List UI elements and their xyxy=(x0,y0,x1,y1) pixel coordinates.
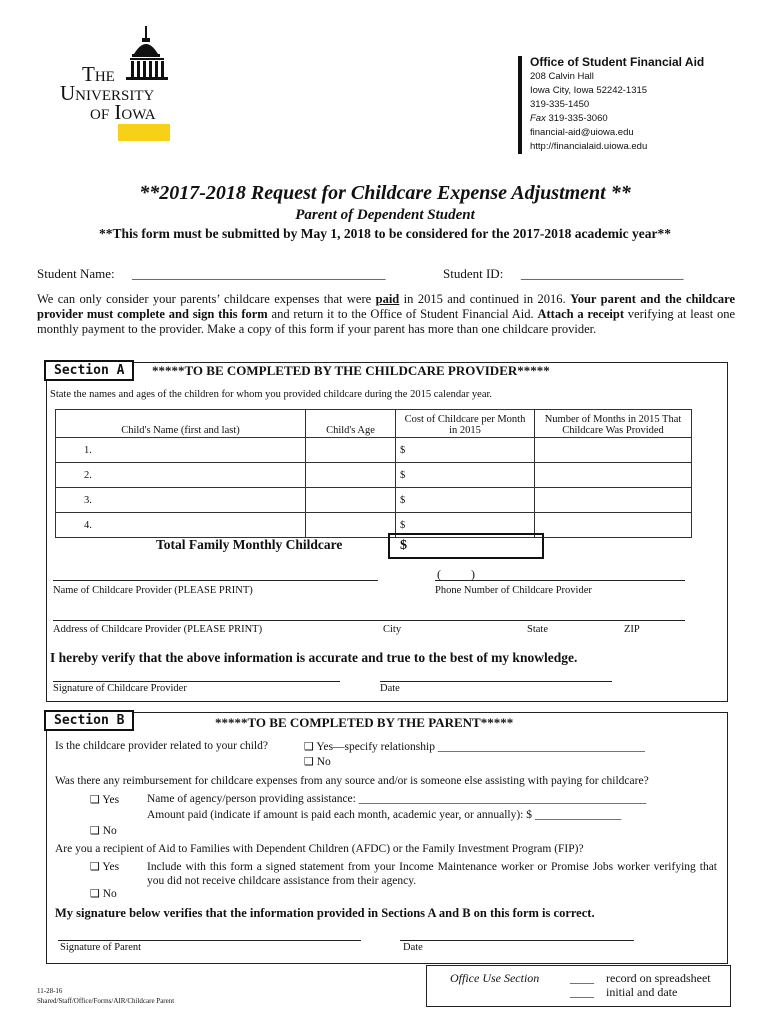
table-row xyxy=(56,488,692,513)
section-b-label: Section B xyxy=(44,710,134,731)
q2-yes-label: Yes xyxy=(102,794,120,806)
q3-no-option[interactable] xyxy=(90,887,117,900)
parent-date-line[interactable] xyxy=(400,940,634,941)
student-id-label: Student ID: xyxy=(443,266,504,281)
fax-label: Fax xyxy=(530,113,546,124)
q1-no-label: No xyxy=(316,756,331,768)
office-address-2: Iowa City, Iowa 52242-1315 xyxy=(530,85,648,96)
total-dollar: $ xyxy=(400,538,407,553)
city-label: City xyxy=(383,624,402,635)
intro-bold-2: Attach a receipt xyxy=(537,307,624,321)
row-2-months[interactable] xyxy=(535,463,692,488)
state-label: State xyxy=(527,624,548,635)
zip-label: ZIP xyxy=(624,624,640,635)
q3-yes-checkbox[interactable]: ❑ xyxy=(90,860,100,873)
row-4-months[interactable] xyxy=(535,513,692,538)
row-3-months[interactable] xyxy=(535,488,692,513)
footer-path: Shared/Staff/Office/Forms/AIR/Childcare Parent xyxy=(37,997,175,1005)
row-1-cost[interactable] xyxy=(396,438,535,463)
row-1-months[interactable] xyxy=(535,438,692,463)
q2-yes-option[interactable] xyxy=(90,793,119,806)
provider-phone-line[interactable] xyxy=(435,580,685,581)
address-label: Address of Childcare Provider (PLEASE PRINT) xyxy=(53,624,263,635)
section-a-instruction: State the names and ages of the children for whom you provided childcare during the 2015 calendar year. xyxy=(50,389,493,400)
form-subtitle: Parent of Dependent Student xyxy=(295,207,475,223)
provider-signature-line[interactable] xyxy=(53,681,340,682)
table-row xyxy=(56,513,692,538)
student-id-field[interactable]: _________________________ xyxy=(521,266,684,281)
section-b-heading: *****TO BE COMPLETED BY THE PARENT***** xyxy=(215,715,514,730)
q1-yes-checkbox[interactable]: ❑ xyxy=(304,740,314,753)
logo-line-2: University xyxy=(60,81,155,105)
q3-no-label: No xyxy=(102,888,117,900)
row-4-name[interactable] xyxy=(56,513,306,538)
row-2-name[interactable] xyxy=(56,463,306,488)
children-table xyxy=(55,409,692,538)
provider-name-line[interactable] xyxy=(53,580,378,581)
q2-no-option[interactable] xyxy=(90,824,117,837)
table-row xyxy=(56,438,692,463)
provider-signature-label: Signature of Childcare Provider xyxy=(53,683,187,694)
q1-no-option[interactable] xyxy=(304,755,331,768)
row-4-dollar: $ xyxy=(400,519,406,531)
office-address-1: 208 Calvin Hall xyxy=(530,71,594,82)
q3-yes-label: Yes xyxy=(102,861,120,873)
row-2-dollar: $ xyxy=(400,469,406,481)
q2-yes-checkbox[interactable]: ❑ xyxy=(90,793,100,806)
col-child-name: Child's Name (first and last) xyxy=(56,410,306,438)
q2-amount-field[interactable]: Amount paid (indicate if amount is paid each month, academic year, or annually): $ _______________ xyxy=(147,809,622,821)
intro-paid: paid xyxy=(375,292,400,306)
office-email[interactable]: financial-aid@uiowa.edu xyxy=(530,127,634,138)
office-fax-row xyxy=(530,112,704,126)
provider-name-label: Name of Childcare Provider (PLEASE PRINT) xyxy=(53,585,253,596)
provider-date-label: Date xyxy=(380,683,400,694)
provider-phone-label: Phone Number of Childcare Provider xyxy=(435,585,592,596)
q3-instructions: Include with this form a signed statement from your Income Maintenance worker or Promise Jobs worker verifying that you did not receive childcare assistance from their agency. xyxy=(147,861,717,887)
intro-bold-1: Your parent and the childcare provider must complete and sign this form xyxy=(37,292,735,321)
q1-yes-label: Yes—specify relationship ____________________________________ xyxy=(316,741,645,753)
parent-date-label: Date xyxy=(403,942,423,953)
initial-label: initial and date xyxy=(606,985,678,999)
row-3-name[interactable] xyxy=(56,488,306,513)
student-name-field[interactable]: _______________________________________ xyxy=(132,266,386,281)
initial-blank[interactable]: ____ xyxy=(570,985,594,999)
intro-text-2: in 2015 and continued in 2016. xyxy=(399,292,571,306)
student-name-label: Student Name: xyxy=(37,266,115,281)
parent-verify-statement: My signature below verifies that the information provided in Sections A and B on this form is correct. xyxy=(55,906,595,920)
intro-text-3: and return it to the Office of Student Financial Aid. xyxy=(267,307,538,321)
row-3-number: 3. xyxy=(84,494,92,506)
row-1-dollar: $ xyxy=(400,444,406,456)
q3-no-checkbox[interactable]: ❑ xyxy=(90,887,100,900)
logo-gold-bar xyxy=(118,124,170,141)
office-use-label: Office Use Section xyxy=(450,971,540,985)
intro-text-4: verifying at least one monthly payment to the provider. Make a copy of this form if your parent has more than one childcare provider. xyxy=(37,307,736,336)
total-field[interactable] xyxy=(388,533,544,559)
record-label: record on spreadsheet xyxy=(606,971,711,985)
row-3-age[interactable] xyxy=(306,488,396,513)
section-a-heading: *****TO BE COMPLETED BY THE CHILDCARE PROVIDER***** xyxy=(152,363,550,378)
row-4-age[interactable] xyxy=(306,513,396,538)
col-child-age: Child's Age xyxy=(306,410,396,438)
table-header-row xyxy=(56,410,692,438)
q2-text: Was there any reimbursement for childcare expenses from any source and/or is someone else assisting with paying for childcare? xyxy=(55,775,649,787)
office-web[interactable]: http://financialaid.uiowa.edu xyxy=(530,141,648,152)
row-2-number: 2. xyxy=(84,469,92,481)
col-cost: Cost of Childcare per Month in 2015 xyxy=(396,410,535,438)
office-info xyxy=(530,55,704,154)
provider-verify-statement: I hereby verify that the above information is accurate and true to the best of my knowledge. xyxy=(50,650,578,665)
q1-text: Is the childcare provider related to your child? xyxy=(55,740,268,752)
logo-line-3: of Iowa xyxy=(90,100,156,124)
capitol-dome-icon xyxy=(118,24,188,82)
university-logo xyxy=(60,24,170,146)
logo-line-1: The xyxy=(82,62,115,86)
row-2-cost[interactable] xyxy=(396,463,535,488)
office-name: Office of Student Financial Aid xyxy=(530,55,705,69)
row-2-age[interactable] xyxy=(306,463,396,488)
footer-date: 11-28-16 xyxy=(37,987,63,995)
intro-paragraph xyxy=(37,292,735,337)
intro-text-1: We can only consider your parents’ childcare expenses that were xyxy=(37,292,376,306)
parent-signature-label: Signature of Parent xyxy=(60,942,142,953)
provider-address-line[interactable] xyxy=(53,620,685,621)
row-1-age[interactable] xyxy=(306,438,396,463)
parent-signature-line[interactable] xyxy=(58,940,361,941)
form-title: **2017-2018 Request for Childcare Expense Adjustment ** xyxy=(139,182,631,204)
q2-no-checkbox[interactable]: ❑ xyxy=(90,824,100,837)
row-1-number: 1. xyxy=(84,444,92,456)
col-months: Number of Months in 2015 That Childcare Was Provided xyxy=(535,410,692,438)
q1-yes-option[interactable] xyxy=(304,740,645,753)
section-a-label: Section A xyxy=(44,360,134,381)
q3-yes-option[interactable] xyxy=(90,860,119,873)
deadline-notice: **This form must be submitted by May 1, 2018 to be considered for the 2017-2018 academic year** xyxy=(98,226,672,241)
row-3-cost[interactable] xyxy=(396,488,535,513)
total-label: Total Family Monthly Childcare xyxy=(156,537,343,552)
row-1-name[interactable] xyxy=(56,438,306,463)
q3-text: Are you a recipient of Aid to Families with Dependent Children (AFDC) or the Family Investment Program (FIP)? xyxy=(55,843,584,855)
phone-paren: ( ) xyxy=(437,567,475,581)
office-fax: 319-335-3060 xyxy=(548,113,608,124)
q2-no-label: No xyxy=(102,825,117,837)
office-phone: 319-335-1450 xyxy=(530,99,590,110)
record-blank[interactable]: ____ xyxy=(570,971,594,985)
table-row xyxy=(56,463,692,488)
row-4-number: 4. xyxy=(84,519,92,531)
q2-agency-field[interactable]: Name of agency/person providing assistance: __________________________________________________ xyxy=(147,793,647,805)
office-divider xyxy=(518,56,522,154)
row-3-dollar: $ xyxy=(400,494,406,506)
provider-date-line[interactable] xyxy=(380,681,612,682)
q1-no-checkbox[interactable]: ❑ xyxy=(304,755,314,768)
